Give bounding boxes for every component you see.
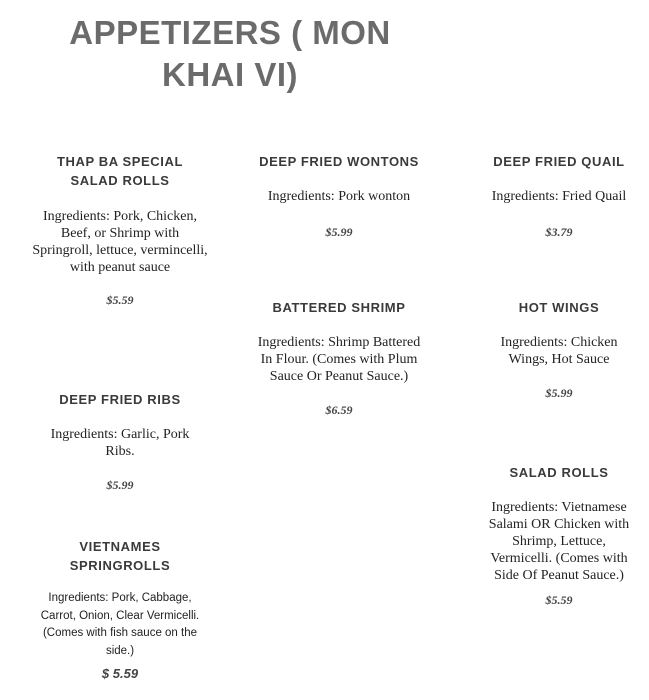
menu-item-deep-fried-ribs — [20, 390, 220, 493]
item-name: VIETNAMES SPRINGROLLS — [69, 539, 171, 573]
item-ingredients: Ingredients: Garlic, Pork Ribs. — [50, 427, 190, 459]
menu-item-hot-wings — [459, 298, 649, 401]
item-name: DEEP FRIED RIBS — [59, 392, 181, 407]
item-name: SALAD ROLLS — [509, 465, 609, 480]
menu-item-salad-rolls — [459, 463, 649, 608]
item-ingredients: Ingredients: Pork, Chicken, Beef, or Shrimp with Springroll, lettuce, vermincelli, with peanut sauce — [32, 209, 208, 275]
item-name: BATTERED SHRIMP — [272, 300, 406, 315]
menu-item-deep-fried-wontons — [239, 152, 439, 240]
page-title: APPETIZERS ( MON KHAI VI) — [69, 14, 391, 93]
item-price: $6.59 — [325, 403, 353, 417]
item-price: $3.79 — [545, 225, 573, 239]
item-name: DEEP FRIED QUAIL — [493, 154, 625, 169]
item-name: DEEP FRIED WONTONS — [259, 154, 419, 169]
menu-item-vietnames-springrolls — [20, 537, 220, 682]
item-ingredients: Ingredients: Vietnamese Salami OR Chicken with Shrimp, Lettuce, Vermicelli. (Comes with Side Of Peanut Sauce.) — [488, 500, 630, 583]
item-name: HOT WINGS — [518, 300, 600, 315]
menu-item-deep-fried-quail — [459, 152, 649, 240]
menu-item-thap-ba-special-salad-rolls — [20, 152, 220, 308]
item-price: $5.99 — [106, 478, 134, 492]
item-price: $5.99 — [545, 386, 573, 400]
item-price: $5.59 — [106, 293, 134, 307]
item-name: THAP BA SPECIAL SALAD ROLLS — [56, 154, 183, 188]
item-ingredients: Ingredients: Shrimp Battered In Flour. (Comes with Plum Sauce Or Peanut Sauce.) — [257, 335, 421, 384]
item-price: $ 5.59 — [101, 666, 139, 681]
item-ingredients: Ingredients: Chicken Wings, Hot Sauce — [500, 335, 618, 367]
menu-item-battered-shrimp — [239, 298, 439, 418]
item-ingredients: Ingredients: Pork, Cabbage, Carrot, Onion, Clear Vermicelli. (Comes with fish sauce on the side.) — [40, 592, 200, 657]
item-price: $5.59 — [545, 593, 573, 607]
item-ingredients: Ingredients: Pork wonton — [267, 189, 411, 204]
item-ingredients: Ingredients: Fried Quail — [491, 189, 627, 204]
item-price: $5.99 — [325, 225, 353, 239]
